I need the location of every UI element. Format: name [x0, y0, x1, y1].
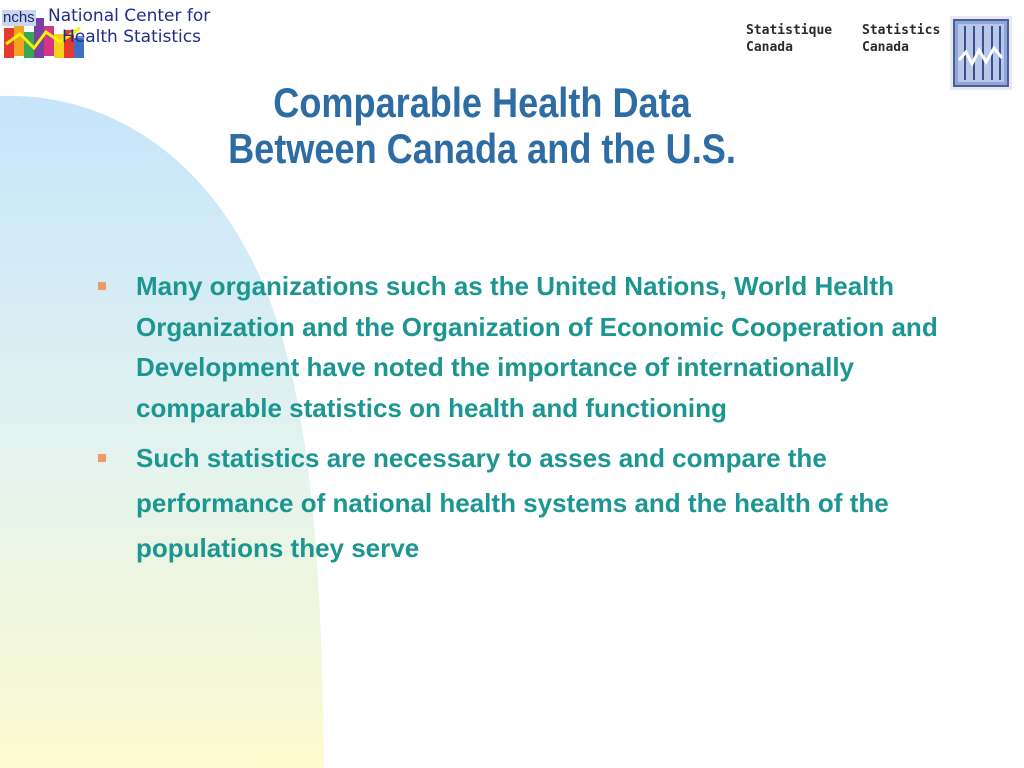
statcan-french-line2: Canada: [746, 40, 793, 55]
bullet-square-icon: [98, 454, 106, 462]
statcan-chart-icon: [950, 16, 1012, 90]
slide-title-line2: Between Canada and the U.S.: [228, 125, 736, 172]
statcan-english-line2: Canada: [862, 40, 909, 55]
slide-title-line1: Comparable Health Data: [273, 79, 691, 126]
statcan-french-line1: Statistique: [746, 23, 833, 38]
bullet-square-icon: [98, 282, 106, 290]
slide-title: [67, 80, 896, 172]
bullet-list: [96, 266, 976, 571]
bullet-item: [96, 436, 976, 571]
nchs-name-line2: Health Statistics: [62, 27, 201, 47]
statcan-english-line1: Statistics: [862, 23, 941, 38]
statcan-french-name: [746, 22, 832, 56]
nchs-name-line1: National Center for: [48, 6, 211, 26]
nchs-abbreviation: nchs: [3, 9, 35, 26]
bullet-item: [96, 266, 976, 428]
bullet-text: Such statistics are necessary to asses and compare the performance of national health systems and the health of the populations they serve: [136, 443, 889, 563]
statcan-english-name: [862, 22, 940, 56]
nchs-logo: [0, 4, 260, 62]
nchs-name: [48, 6, 210, 48]
bullet-text: Many organizations such as the United Nations, World Health Organization and the Organization of Economic Cooperation and Development have noted the importance of internationally comparable statistics on health and functioning: [136, 271, 938, 423]
